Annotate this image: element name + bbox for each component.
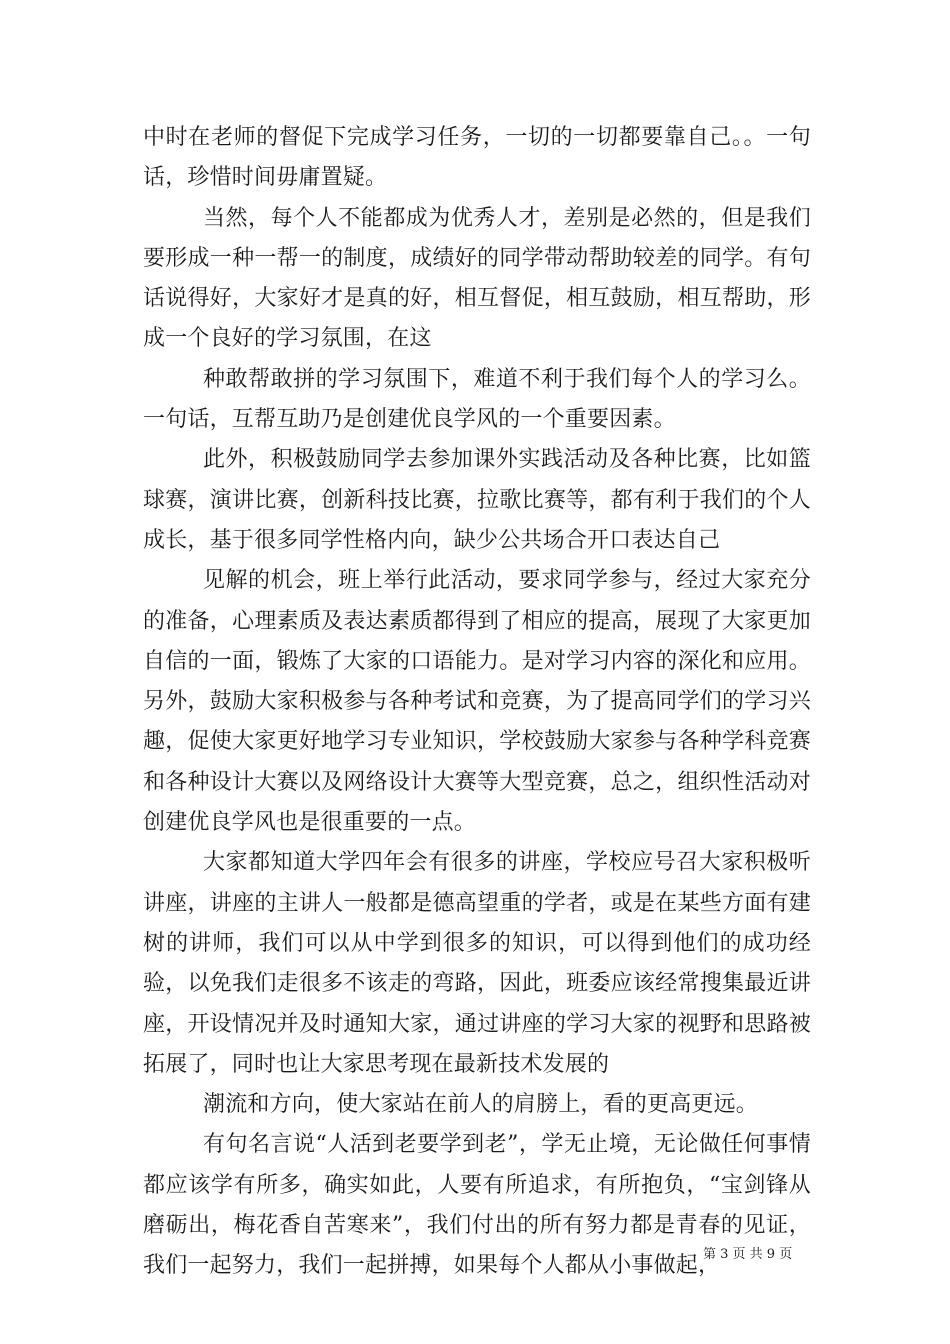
paragraph-lectures: 大家都知道大学四年会有很多的讲座，学校应号召大家积极听讲座，讲座的主讲人一般都是德高望重的学者，或是在某些方面有建树的讲师，我们可以从中学到很多的知识，可以得到他们的成功经验，以免我们走很多不该走的弯路，因此，班委应该经常搜集最近讲座，开设情况并及时通知大家，通过讲座的学习大家的视野和思路被拓展了，同时也让大家思考现在最新技术发展的: [143, 850, 811, 1077]
page-number: 第 3 页 共 9 页: [703, 1247, 793, 1262]
paragraph-competitions: 见解的机会，班上举行此活动，要求同学参与，经过大家充分的准备，心理素质及表达素质都得到了相应的提高，展现了大家更加自信的一面，锻炼了大家的口语能力。是对学习内容的深化和应用。另外，鼓励大家积极参与各种考试和竞赛，为了提高同学们的学习兴趣，促使大家更好地学习专业知识，学校鼓励大家参与各种学科竞赛和各种设计大赛以及网络设计大赛等大型竞赛，总之，组织性活动对创建优良学风也是很重要的一点。: [143, 568, 811, 836]
paragraph-continuation: 中时在老师的督促下完成学习任务，一切的一切都要靠自己。。一句话，珍惜时间毋庸置疑。: [143, 125, 811, 191]
document-body: [143, 118, 811, 1287]
paragraph-mutual-help: 当然，每个人不能都成为优秀人才，差别是必然的，但是我们要形成一种一帮一的制度，成绩好的同学带动帮助较差的同学。有句话说得好，大家好才是真的好，相互督促，相互鼓励，相互帮助，形成一个良好的学习氛围，在这: [143, 205, 811, 352]
paragraph-activities: 此外，积极鼓励同学去参加课外实践活动及各种比赛，比如篮球赛，演讲比赛，创新科技比赛，拉歌比赛等，都有利于我们的个人成长，基于很多同学性格内向，缺少公共场合开口表达自己: [143, 447, 811, 553]
paragraph-mutual-help-conclusion: 种敢帮敢拼的学习氛围下，难道不利于我们每个人的学习么。一句话，互帮互助乃是创建优良学风的一个重要因素。: [143, 366, 811, 433]
paragraph-lectures-conclusion: 潮流和方向，使大家站在前人的肩膀上，看的更高更远。: [203, 1092, 759, 1118]
paragraph-lifelong-learning: 有句名言说“人活到老要学到老”，学无止境，无论做任何事情都应该学有所多，确实如此，人要有所追求，有所抱负，“宝剑锋从磨砺出，梅花香自苦寒来”，我们付出的所有努力都是青春的见证，我们一起努力，我们一起拼搏，如果每个人都从小事做起，: [143, 1132, 811, 1279]
